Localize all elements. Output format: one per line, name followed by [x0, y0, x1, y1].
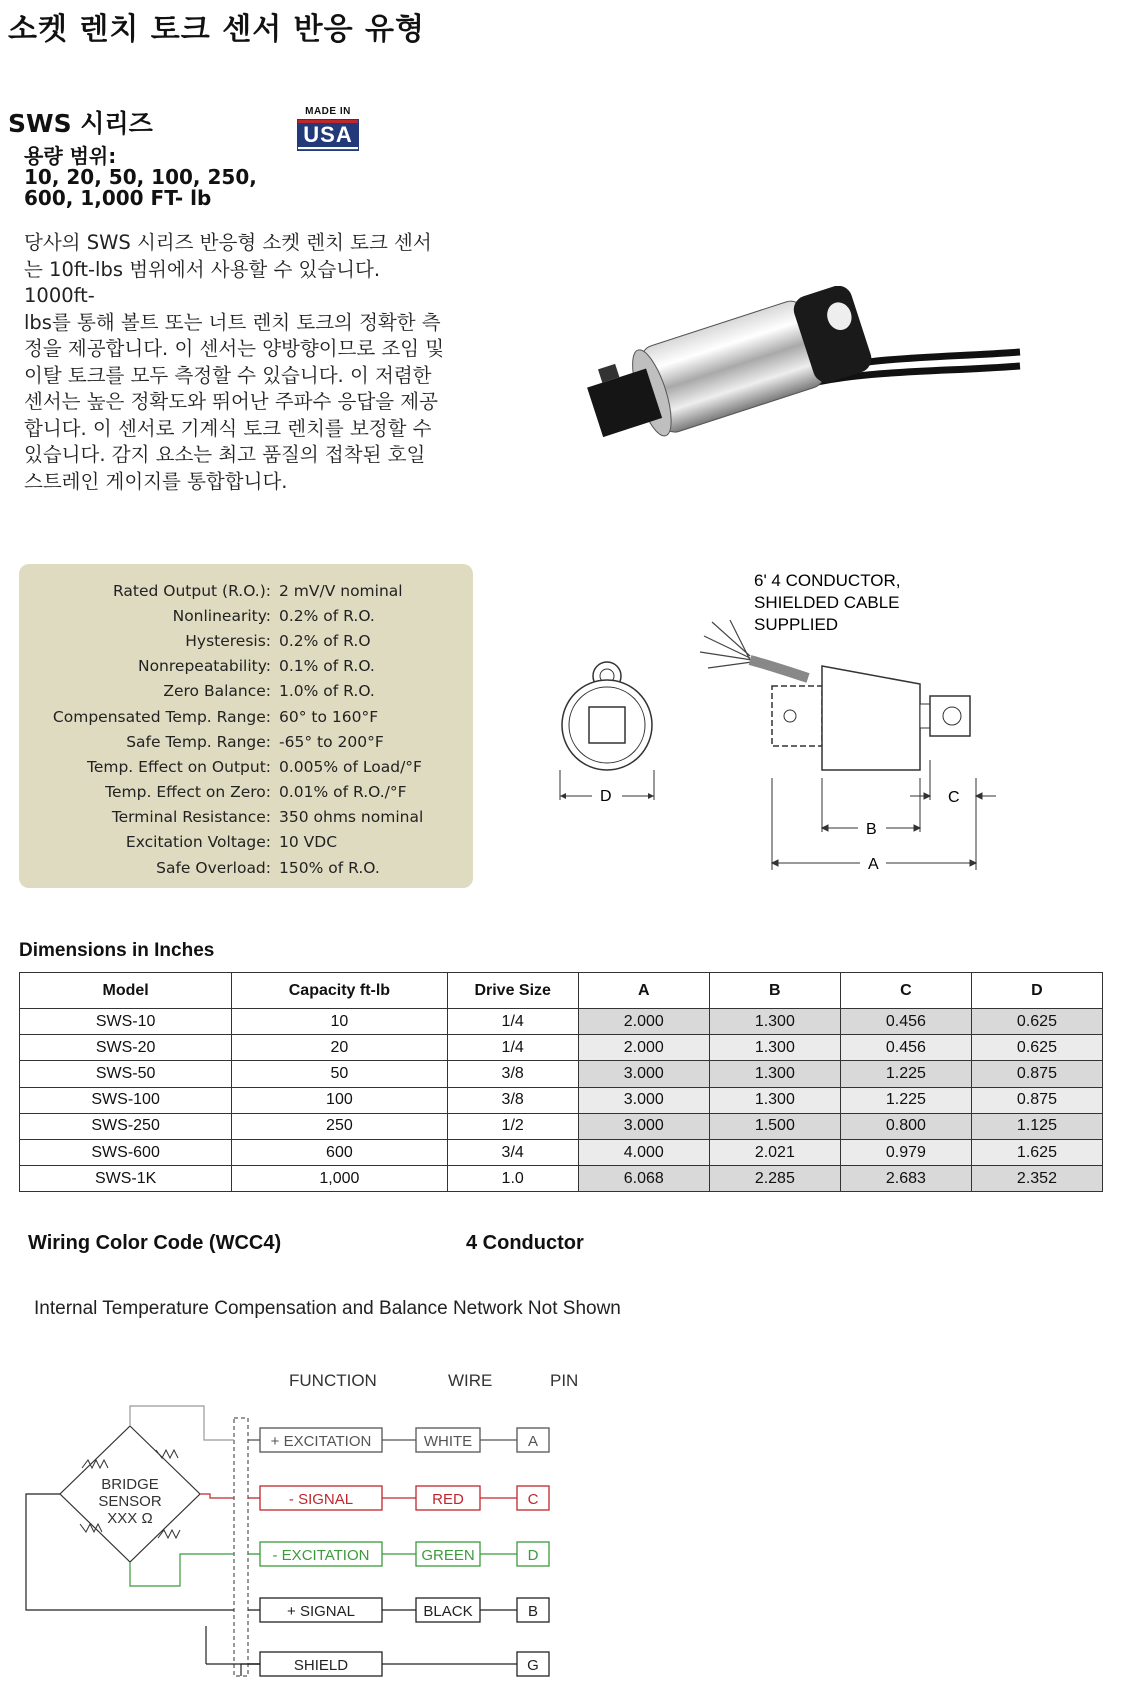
- function-label: - EXCITATION: [272, 1547, 370, 1564]
- function-label: + SIGNAL: [287, 1603, 355, 1620]
- spec-row: [19, 704, 473, 729]
- pin-label: A: [527, 1433, 539, 1450]
- signal-minus-wire: [200, 1494, 234, 1498]
- table-cell: 1.0: [447, 1166, 578, 1192]
- table-cell: 3.000: [578, 1061, 709, 1087]
- description-line: 당사의 SWS 시리즈 반응형 소켓 렌치 토크 센서: [24, 231, 432, 254]
- spec-label: Safe Temp. Range:: [126, 732, 271, 751]
- column-header: C: [840, 973, 971, 1009]
- description-line: 정을 제공합니다. 이 센서는 양방향이므로 조임 및: [24, 337, 445, 360]
- table-cell: 3.000: [578, 1087, 709, 1113]
- spec-label: Compensated Temp. Range:: [52, 707, 271, 726]
- description-line: 합니다. 이 센서로 기계식 토크 렌치를 보정할 수: [24, 416, 432, 440]
- spec-value: 60° to 160°F: [279, 707, 379, 726]
- series-title: SWS 시리즈: [8, 109, 153, 138]
- table-cell: 1/4: [447, 1009, 578, 1035]
- dimensions-title: Dimensions in Inches: [19, 940, 215, 961]
- table-cell: 0.979: [840, 1139, 971, 1165]
- wire-label: BLACK: [423, 1603, 473, 1620]
- function-label: + EXCITATION: [270, 1433, 372, 1450]
- spec-label: Temp. Effect on Zero:: [105, 783, 271, 802]
- column-header: Capacity ft-lb: [232, 973, 447, 1009]
- table-cell: 2.000: [578, 1035, 709, 1061]
- capacity-range: [24, 146, 257, 209]
- made-in-usa-badge: [297, 106, 359, 150]
- spec-value: 0.2% of R.O.: [279, 606, 375, 625]
- spec-value: 150% of R.O.: [279, 858, 380, 877]
- pin-label: G: [527, 1657, 539, 1674]
- column-header: B: [709, 973, 840, 1009]
- spec-row: [19, 754, 473, 779]
- table-cell: 250: [232, 1113, 447, 1139]
- table-row: [20, 1113, 1103, 1139]
- wiring-diagram: [20, 1340, 620, 1700]
- wire-label: RED: [432, 1491, 464, 1508]
- table-cell: 1/2: [447, 1113, 578, 1139]
- table-cell: 1.625: [971, 1139, 1102, 1165]
- spec-label: Nonlinearity:: [172, 606, 271, 625]
- made-in-label: MADE IN: [305, 106, 351, 117]
- wire-strands-icon: [700, 620, 752, 668]
- specifications-panel: [19, 564, 473, 888]
- dimensions-table: [19, 972, 1103, 1192]
- spec-row: [19, 855, 473, 880]
- usa-label: USA: [298, 123, 358, 147]
- spec-row: [19, 729, 473, 754]
- conductor-count: 4 Conductor: [466, 1232, 584, 1254]
- wiring-note: Internal Temperature Compensation and Balance Network Not Shown: [34, 1298, 621, 1319]
- table-cell: SWS-250: [20, 1113, 232, 1139]
- dim-label-d: D: [600, 788, 612, 805]
- description-line: 는 10ft-lbs 범위에서 사용할 수 있습니다. 1000ft-: [24, 257, 381, 307]
- spec-value: 0.2% of R.O: [279, 631, 371, 650]
- spec-row: [19, 654, 473, 679]
- table-cell: 100: [232, 1087, 447, 1113]
- spec-value: 2 mV/V nominal: [279, 581, 403, 600]
- spec-row: [19, 679, 473, 704]
- table-cell: 4.000: [578, 1139, 709, 1165]
- dimension-drawing: [540, 560, 1080, 880]
- product-description: [24, 230, 456, 495]
- table-cell: 1,000: [232, 1166, 447, 1192]
- column-header: A: [578, 973, 709, 1009]
- table-cell: 10: [232, 1009, 447, 1035]
- bridge-label-line-2: SENSOR: [98, 1493, 162, 1510]
- col-function-header: FUNCTION: [289, 1371, 377, 1390]
- wiring-row: [248, 1598, 549, 1622]
- column-header: Drive Size: [447, 973, 578, 1009]
- spec-label: Nonrepeatability:: [137, 657, 271, 676]
- spec-row: [19, 578, 473, 603]
- table-cell: 0.800: [840, 1113, 971, 1139]
- bridge-label-line-1: BRIDGE: [101, 1476, 159, 1493]
- table-cell: 0.625: [971, 1035, 1102, 1061]
- column-header: Model: [20, 973, 232, 1009]
- spec-value: -65° to 200°F: [279, 732, 384, 751]
- table-cell: 2.352: [971, 1166, 1102, 1192]
- wiring-row: [248, 1652, 549, 1676]
- table-cell: SWS-10: [20, 1009, 232, 1035]
- table-row: [20, 1087, 1103, 1113]
- table-cell: 6.068: [578, 1166, 709, 1192]
- spec-value: 0.005% of Load/°F: [279, 757, 422, 776]
- spec-value: 0.01% of R.O./°F: [279, 783, 407, 802]
- table-cell: 50: [232, 1061, 447, 1087]
- function-label: - SIGNAL: [288, 1491, 354, 1508]
- dim-label-b: B: [866, 821, 877, 838]
- capacity-line-1: 10, 20, 50, 100, 250,: [24, 165, 257, 189]
- function-label: SHIELD: [293, 1657, 349, 1674]
- table-row: [20, 1139, 1103, 1165]
- table-row: [20, 1035, 1103, 1061]
- shield-cable-icon: [234, 1418, 248, 1676]
- spec-label: Temp. Effect on Output:: [87, 757, 271, 776]
- wiring-title: Wiring Color Code (WCC4): [28, 1232, 282, 1254]
- excitation-minus-wire: [130, 1554, 234, 1586]
- product-photo: [560, 286, 1030, 496]
- pin-label: C: [527, 1491, 539, 1508]
- spec-label: Hysteresis:: [185, 631, 271, 650]
- spec-row: [19, 830, 473, 855]
- table-cell: 0.875: [971, 1061, 1102, 1087]
- dim-label-a: A: [868, 856, 879, 873]
- wiring-row: [248, 1486, 549, 1510]
- description-line: lbs를 통해 볼트 또는 너트 렌치 토크의 정확한 측: [24, 310, 441, 334]
- capacity-label: 용량 범위:: [24, 144, 117, 168]
- table-cell: SWS-100: [20, 1087, 232, 1113]
- usa-flag-icon: [297, 119, 359, 151]
- spec-row: [19, 603, 473, 628]
- cable-note-line-3: SUPPLIED: [754, 615, 839, 634]
- table-cell: SWS-20: [20, 1035, 232, 1061]
- description-line: 센서는 높은 정확도와 뛰어난 주파수 응답을 제공: [24, 390, 438, 413]
- table-cell: 1.225: [840, 1087, 971, 1113]
- spec-row: [19, 628, 473, 653]
- specifications-table: [19, 578, 473, 880]
- table-cell: 3/8: [447, 1087, 578, 1113]
- wiring-row: [248, 1542, 549, 1566]
- table-row: [20, 1009, 1103, 1035]
- table-cell: 20: [232, 1035, 447, 1061]
- spec-value: 1.0% of R.O.: [279, 682, 375, 701]
- spec-value: 0.1% of R.O.: [279, 657, 375, 676]
- table-cell: 1.300: [709, 1009, 840, 1035]
- table-cell: SWS-600: [20, 1139, 232, 1165]
- wire-label: WHITE: [423, 1433, 473, 1450]
- excitation-plus-wire: [130, 1406, 234, 1440]
- table-cell: 1.225: [840, 1061, 971, 1087]
- table-cell: 0.625: [971, 1009, 1102, 1035]
- table-cell: 2.683: [840, 1166, 971, 1192]
- description-line: 있습니다. 감지 요소는 최고 품질의 접착된 호일: [24, 443, 426, 466]
- dim-label-c: C: [948, 789, 960, 806]
- table-cell: 1.500: [709, 1113, 840, 1139]
- spec-row: [19, 805, 473, 830]
- spec-value: 350 ohms nominal: [279, 808, 424, 827]
- table-cell: 600: [232, 1139, 447, 1165]
- table-cell: 2.000: [578, 1009, 709, 1035]
- spec-label: Rated Output (R.O.):: [112, 581, 271, 600]
- table-cell: 3.000: [578, 1113, 709, 1139]
- table-cell: 0.456: [840, 1009, 971, 1035]
- table-cell: 0.456: [840, 1035, 971, 1061]
- spec-label: Terminal Resistance:: [111, 808, 271, 827]
- spec-value: 10 VDC: [279, 833, 338, 852]
- table-row: [20, 1061, 1103, 1087]
- col-pin-header: PIN: [550, 1371, 579, 1390]
- shield-drain-wire: [241, 1664, 260, 1676]
- table-cell: 3/8: [447, 1061, 578, 1087]
- table-cell: 2.021: [709, 1139, 840, 1165]
- pin-label: B: [527, 1603, 539, 1620]
- description-line: 이탈 토크를 모두 측정할 수 있습니다. 이 저렴한: [24, 363, 432, 387]
- table-cell: 3/4: [447, 1139, 578, 1165]
- page-title: 소켓 렌치 토크 센서 반응 유형: [8, 12, 425, 47]
- spec-label: Safe Overload:: [156, 858, 271, 877]
- column-header: D: [971, 973, 1102, 1009]
- table-cell: 2.285: [709, 1166, 840, 1192]
- wire-label: GREEN: [421, 1547, 475, 1564]
- spec-row: [19, 780, 473, 805]
- bridge-label-line-3: XXX Ω: [107, 1510, 153, 1527]
- spec-label: Excitation Voltage:: [125, 833, 271, 852]
- table-cell: 1/4: [447, 1035, 578, 1061]
- table-cell: 1.125: [971, 1113, 1102, 1139]
- wiring-row: [248, 1428, 549, 1452]
- description-line: 스트레인 게이지를 통합합니다.: [24, 469, 288, 493]
- cable-note-line-2: SHIELDED CABLE: [754, 593, 900, 612]
- pin-label: D: [527, 1547, 539, 1564]
- table-cell: 0.875: [971, 1087, 1102, 1113]
- table-cell: 1.300: [709, 1087, 840, 1113]
- cable-note-line-1: 6' 4 CONDUCTOR,: [754, 571, 901, 590]
- table-cell: 1.300: [709, 1035, 840, 1061]
- capacity-line-2: 600, 1,000 FT- lb: [24, 186, 212, 210]
- table-cell: SWS-50: [20, 1061, 232, 1087]
- table-cell: 1.300: [709, 1061, 840, 1087]
- spec-label: Zero Balance:: [163, 682, 271, 701]
- table-cell: SWS-1K: [20, 1166, 232, 1192]
- table-row: [20, 1166, 1103, 1192]
- col-wire-header: WIRE: [448, 1371, 493, 1390]
